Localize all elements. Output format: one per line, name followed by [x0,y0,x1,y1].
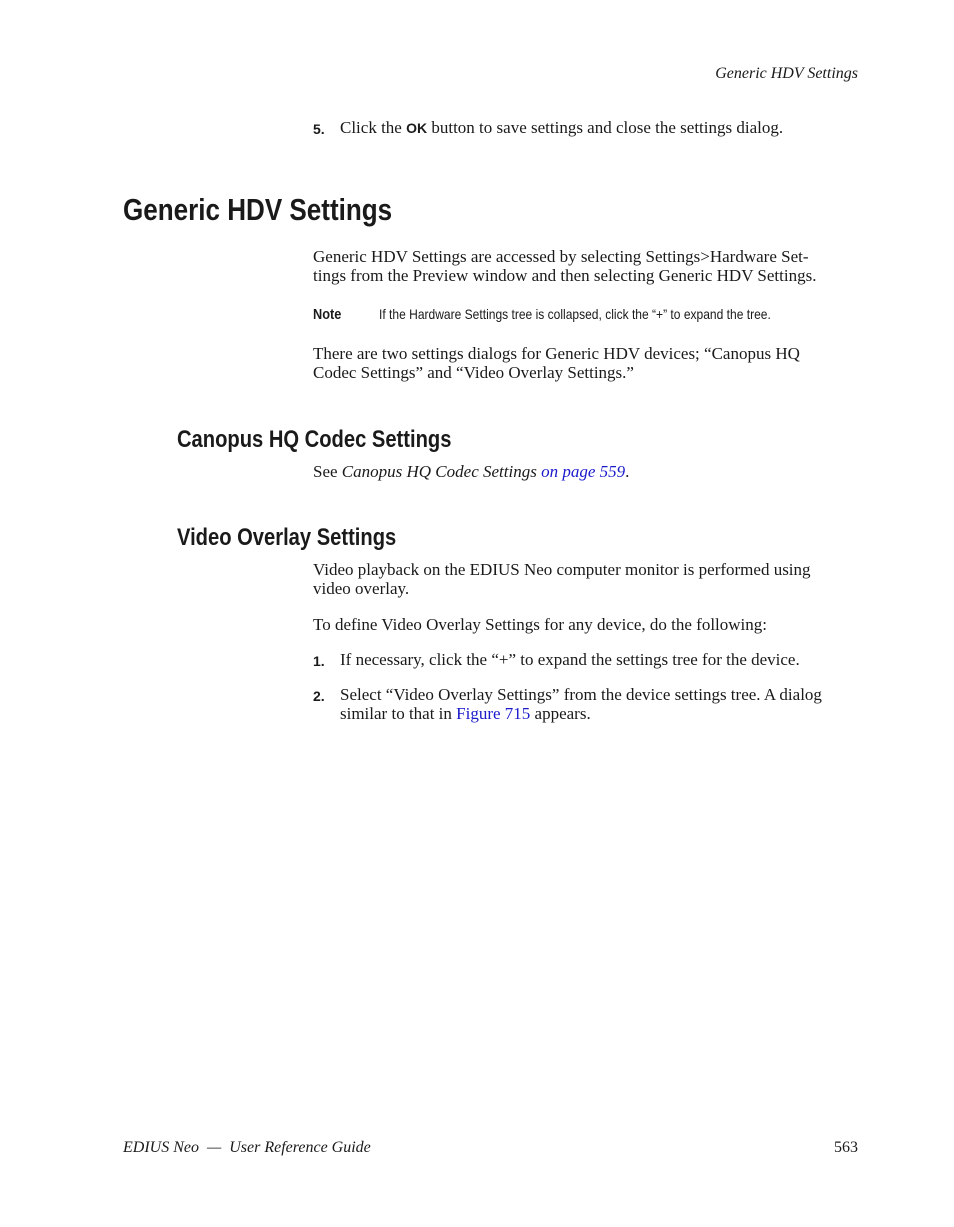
video-overlay-heading: Video Overlay Settings [177,524,397,551]
step-2-line-1: Select “Video Overlay Settings” from the device settings tree. A dialog [340,685,822,704]
step-1-text: If necessary, click the “+” to expand the settings tree for the device. [340,650,800,669]
dialogs-line-1: There are two settings dialogs for Generic HDV devices; “Canopus HQ [313,344,800,363]
step-number: 1. [313,653,325,669]
canopus-heading: Canopus HQ Codec Settings [177,426,452,453]
canopus-reference [313,462,629,481]
step-number: 2. [313,688,325,704]
page-number: 563 [834,1139,858,1156]
ok-button-label: OK [406,120,428,136]
see-text: See [313,462,338,481]
page-title: Generic HDV Settings [123,192,393,227]
canopus-page-link[interactable]: on page 559 [541,462,626,481]
step-5-text-before: Click the [340,118,402,137]
step-5-text-after: button to save settings and close the settings dialog. [431,118,784,137]
step-2-line-2-before: similar to that in [340,704,452,723]
note-text: If the Hardware Settings tree is collapsed, click the “+” to expand the tree. [379,306,771,322]
step-2-line-2-after: appears. [534,704,591,723]
note-label: Note [313,306,342,323]
step-5 [313,118,858,138]
step-1 [313,650,858,669]
canopus-ref-title: Canopus HQ Codec Settings [341,462,537,481]
overlay-line-1: Video playback on the EDIUS Neo computer monitor is performed using [313,560,811,579]
intro-line-2: tings from the Preview window and then selecting Generic HDV Settings. [313,266,817,285]
intro-line-1: Generic HDV Settings are accessed by selecting Settings>Hardware Set- [313,247,809,266]
dialogs-paragraph [313,344,873,382]
figure-715-link[interactable]: Figure 715 [456,704,531,723]
overlay-line-2: video overlay. [313,579,410,598]
step-2 [313,685,858,723]
running-header: Generic HDV Settings [715,65,858,82]
intro-paragraph [313,247,873,285]
overlay-paragraph [313,560,873,598]
dialogs-line-2: Codec Settings” and “Video Overlay Settings.” [313,363,634,382]
step-number: 5. [313,121,325,137]
footer-guide-title: EDIUS Neo — User Reference Guide [123,1139,371,1156]
define-paragraph: To define Video Overlay Settings for any device, do the following: [313,615,768,634]
canopus-period: . [625,462,630,481]
